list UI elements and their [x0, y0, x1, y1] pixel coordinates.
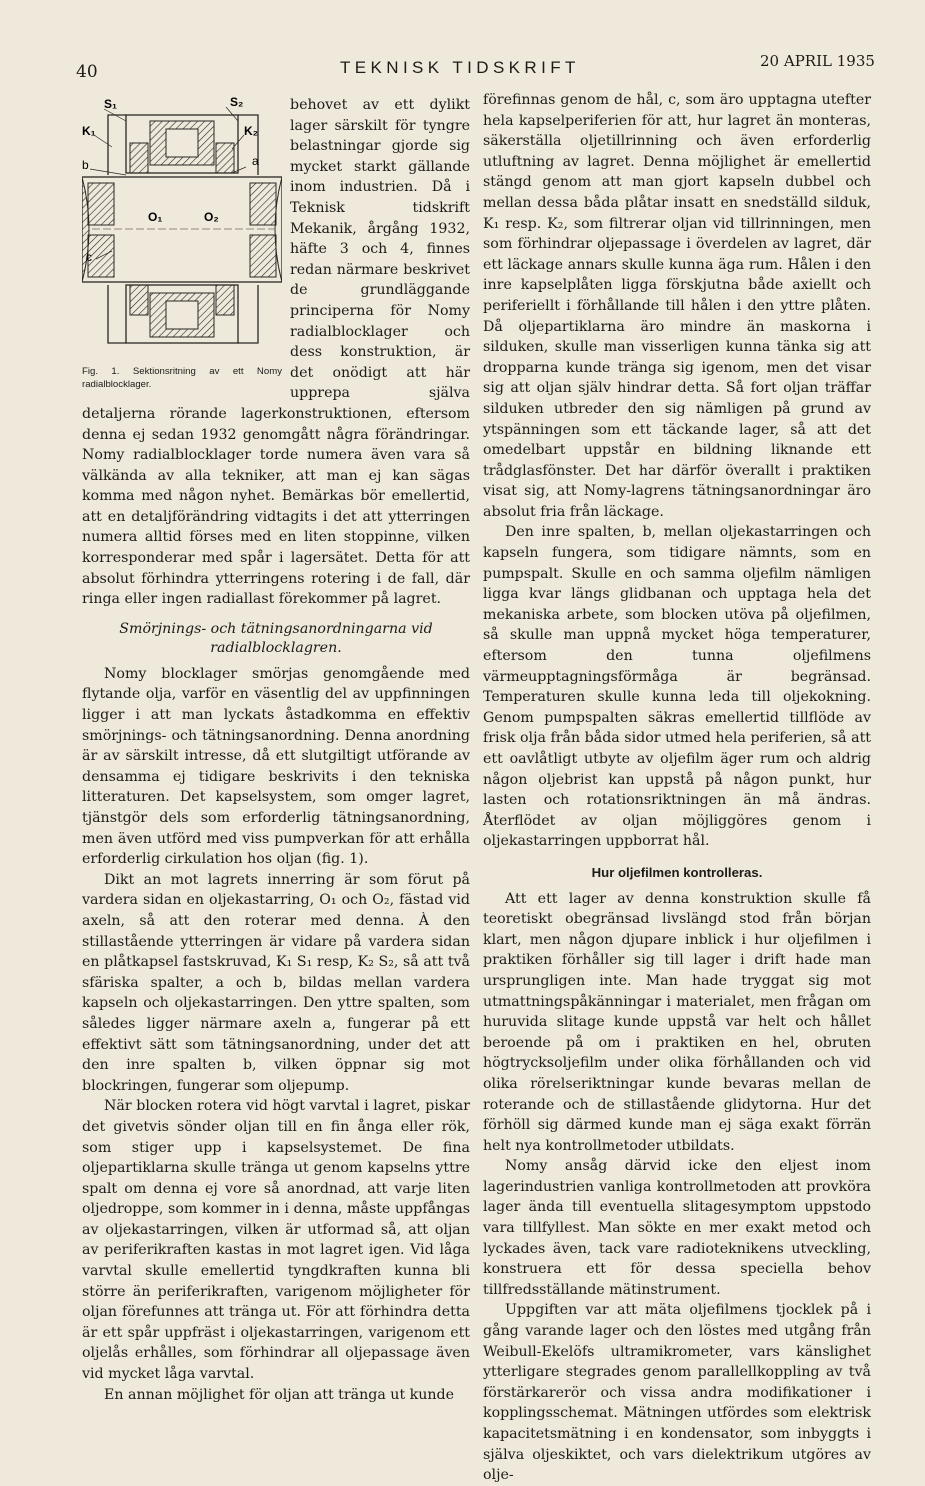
left-paragraph-2: Nomy blocklager smörjas genomgående med flytande olja, varför en väsentlig del av uppfinningen ligger i att man lyckats åstadkomma en effektiv smörjnings- och tätningsanordning. Denna anordning är av särskilt intresse, då ett slutgiltigt utförande av densamma ej tidigare beskrivits i den tekniska litteraturen. Det kapselsystem, som omger lagret, tjänstgör dels som erforderlig tätningsanordning, men även utförd med viss pumpverkan för att erhålla erforderlig cirkulation hos oljan (fig. 1). [82, 665, 470, 868]
section-heading-oilfilm: Hur oljefilmen kontrolleras. [591, 864, 763, 880]
right-paragraph-1: förefinnas genom de hål, c, som äro upptagna utefter hela kapselperiferien för att, hur lagret än monteras, säkerställa oljetillrinning och även erforderlig utluftning av lagret. Denna möjlighet är emellertid stängd genom att man gjort kapseln dubbel och mellan dessa båda plåtar insatt en snedställd silduk, K₁ resp. K₂, som filtrerar oljan vid tillrinningen, men som förhindrar oljepassage i överdelen av lagret, där ett läckage annars skulle kunna äga rum. Hålen i den inre kapselplåten ligga förskjutna både axiellt och periferiellt i förhållande till hålen i den yttre plåten. Då oljepartiklarna äro mindre än maskorna i silduken, skulle man visserligen kunna tänka sig att dropparna kunde tränga sig igenom, men det visar sig att oljan själv hindrar detta. Så fort oljan träffar silduken utbreder den sig nämligen på grund av ytspänningen som ett täckande lager, så att det omedelbart uppstår en bildning liknande ett trådglasfönster. Det har därför överallt i praktiken visat sig, att Nomy-lagrens tätningsanordningar äro absolut fria från läckage. [483, 92, 871, 520]
label-c: c [86, 250, 92, 264]
left-column [82, 95, 470, 1405]
label-o1: O₁ [148, 210, 163, 224]
right-column [483, 90, 871, 1486]
label-s1: S₁ [104, 97, 117, 111]
figure-caption: Fig. 1. Sektionsritning av ett Nomy radialblocklager. [82, 366, 282, 390]
left-paragraph-4: När blocken rotera vid högt varvtal i lagret, piskar det givetvis sönder oljan till en fin ånga eller rök, som stiger upp i kapselsystemet. De fina oljepartiklarna skulle tränga ut genom kapselns yttre spalt om denna ej vore så anordnad, att varje liten oljedroppe, som kommer in i denna, måste uppfångas av oljekastarringen, vilken är utformad så, att oljan av periferikraften kastas in mot lagret igen. Vid låga varvtal skulle emellertid tyngdkraften kunna bli större än periferikraften, varigenom möjligheter för oljan förefunnes att tränga ut. För att förhindra detta är ett spår uppfräst i oljekastarringen, varigenom ett oljelås erhålles, som förhindrar all oljepassage även vid mycket låga varvtal. [82, 1098, 470, 1383]
right-paragraph-3: Att ett lager av denna konstruktion skulle få teoretiskt obegränsad livslängd stod från början klart, men någon djupare inblick i hur oljefilmen i praktiken förhåller sig till lager i drift hade man ursprungligen inte. Man hade tryggat sig mot utmattningspåkänningar i materialet, men frågan om huruvida slitage kunde uppstå var helt och hållet beroende på om i praktiken en hel, obruten högtrycksoljefilm under olika förhållanden och vid olika rörelseriktningar kunde bevaras mellan de roterande och de stillastående glidytorna. Hur det förhöll sig därmed kunde man ej säga exakt förrän helt nya kontrollmetoder utbildats. [483, 890, 871, 1154]
label-k1: K₁ [82, 124, 96, 138]
issue-date: 20 APRIL 1935 [760, 52, 875, 70]
label-o2: O₂ [204, 210, 219, 224]
right-paragraph-2: Den inre spalten, b, mellan oljekastarringen och kapseln fungera, som tidigare nämnts, som en pumpspalt. Skulle en och samma oljefilm nämligen ligga kvar längs glidbanan och upptaga hela det mekaniska arbete, som blocken utöva på oljefilmen, så skulle man uppnå mycket höga temperaturer, eftersom den tunna oljefilmens värmeupptagningsförmåga är begränsad. Temperaturen skulle kunna leda till oljekokning. Genom pumpspalten säkras emellertid tillflöde av frisk olja från båda sidor utmed hela periferien, så att ett oavlåtligt utbyte av oljefilm äger rum och aldrig någon oljebrist kan uppstå på någon punkt, hur lasten och rotationsriktningen än må ändras. Återflödet av oljan möjliggöres genom i oljekastarringen uppborrat hål. [483, 524, 871, 850]
left-paragraph-3: Dikt an mot lagrets innerring är som förut på vardera sidan en oljekastarring, O₁ och O₂, fästad vid axeln, så att den roterar med denna. À den stillastående ytterringen är vidare på vardera sidan en plåtkapsel fastskruvad, K₁ S₁ resp, K₂ S₂, så att två sfäriska spalter, a och b, bildas mellan vardera kapseln och oljekastarringen. Den yttre spalten, som således ligger närmare axeln a, fungerar på ett effektivt sätt som tätningsanordning, under det att den inre spalten b, vilken öppnar sig mot blockringen, fungerar som oljepump. [82, 871, 470, 1094]
journal-title: TEKNISK TIDSKRIFT [340, 58, 580, 77]
label-k2: K₂ [244, 124, 258, 138]
right-paragraph-4: Nomy ansåg därvid icke den eljest inom lagerindustrien vanliga kontrollmetoden att provköra lager ända till eventuella slitagesymptom uppstodo vara tillfyllest. Man sökte en mer exakt metod och lyckades även, tack vare radioteknikens utveckling, konstruera ett för dessa speciella behov tillfredsställande mätinstrument. [483, 1158, 871, 1298]
label-b: b [82, 158, 89, 172]
label-s2: S₂ [230, 95, 244, 109]
page-number: 40 [76, 62, 98, 82]
right-paragraph-5: Uppgiften var att mäta oljefilmens tjocklek på i gång varande lager och den löstes med utgång från Weibull-Ekelöfs ultramikrometer, vars känslighet ytterligare stegrades genom parallellkoppling av två förstärkarerör och vissa andra modifikationer i kopplingsschemat. Mätningen utfördes som elektrisk kapacitetsmätning i en kondensator, som inbyggts i själva oljeskiktet, och vars dielektrikum utgöres av olje- [483, 1302, 871, 1484]
figure-1 [82, 95, 282, 395]
label-a: a [252, 154, 259, 168]
section-heading-lubrication: Smörjnings- och tätningsanordningarna vid radialblocklagren. [119, 620, 433, 656]
left-paragraph-1: behovet av ett dylikt lager särskilt för tyngre belastningar gjorde sig mycket starkt gällande inom industrien. Då i Teknisk tidskrift Mekanik, årgång 1932, häfte 3 och 4, finnes redan närmare beskrivet de grundläggande principerna för Nomy radialblocklager och dess konstruktion, är det onödigt att här upprepa själva detaljerna rörande lagerkonstruktionen, eftersom denna ej sedan 1932 genomgått några förändringar. Nomy radialblocklager torde numera även vara så välkända av alla tekniker, att man ej kan sägas komma med någon nyhet. Bemärkas bör emellertid, att en detaljförändring vidtagits i det att ytterringen numera alltid förses med en liten stoppinne, vilken korresponderar med spår i lagersätet. Detta för att absolut förhindra ytterringens rotering i de fall, där ringa eller ingen radiallast förekommer på lagret. [82, 97, 470, 608]
left-paragraph-5: En annan möjlighet för oljan att tränga ut kunde [104, 1386, 455, 1403]
bearing-section-drawing [82, 95, 282, 363]
page-header [0, 52, 925, 84]
